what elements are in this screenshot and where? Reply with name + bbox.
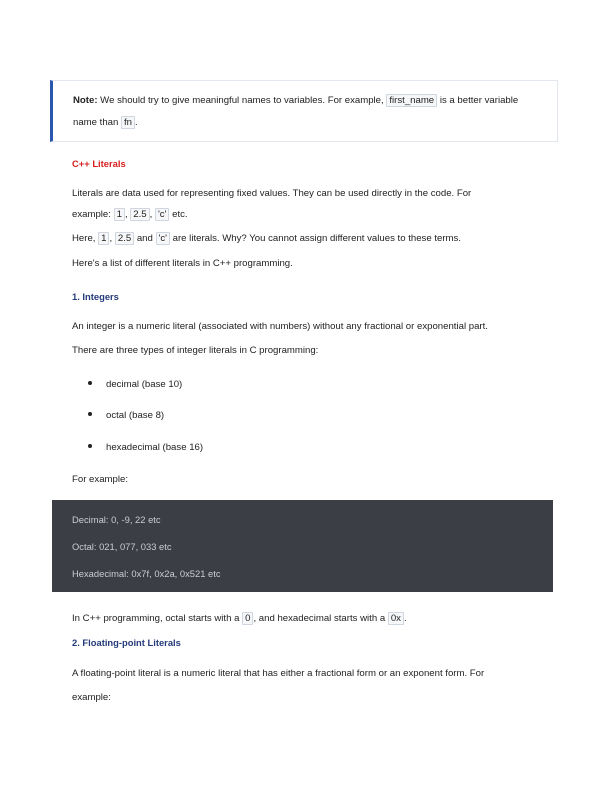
section-heading-integers: 1. Integers <box>72 291 119 302</box>
text: , <box>124 209 131 220</box>
note-text: name than <box>73 117 122 128</box>
bullet-icon <box>88 444 92 448</box>
note-line-1 <box>73 94 518 108</box>
inline-code: 'c' <box>156 232 170 245</box>
text: etc. <box>169 209 188 220</box>
bullet-icon <box>88 412 92 416</box>
note-text: . <box>135 117 138 128</box>
bullet-icon <box>88 381 92 385</box>
note-text: is a better variable <box>437 95 519 106</box>
paragraph: example: <box>72 692 111 703</box>
inline-code: first_name <box>386 94 437 107</box>
inline-code: 0x <box>388 612 404 625</box>
paragraph: There are three types of integer literals in C programming: <box>72 345 319 356</box>
list-item-label: octal (base 8) <box>106 410 165 421</box>
paragraph <box>72 612 407 626</box>
paragraph: For example: <box>72 474 128 485</box>
text: Here, <box>72 233 99 244</box>
text: In C++ programming, octal starts with a <box>72 613 243 624</box>
text: , <box>109 233 115 244</box>
list-item <box>88 441 203 455</box>
paragraph <box>72 208 188 222</box>
list-item-label: hexadecimal (base 16) <box>106 442 204 453</box>
text: , <box>149 209 155 220</box>
code-line: Decimal: 0, -9, 22 etc <box>72 514 161 525</box>
note-line-2 <box>73 116 138 130</box>
paragraph: A floating-point literal is a numeric literal that has either a fractional form or an exponent form. For <box>72 668 485 679</box>
text: example: <box>72 209 114 220</box>
paragraph: Here's a list of different literals in C++ programming. <box>72 258 293 269</box>
text: and <box>134 233 156 244</box>
list-item-label: decimal (base 10) <box>106 379 183 390</box>
inline-code: 2.5 <box>130 208 149 221</box>
list-item <box>88 378 182 392</box>
inline-code: 2.5 <box>115 232 134 245</box>
paragraph: Literals are data used for representing fixed values. They can be used directly in the code. For <box>72 188 472 199</box>
text: , and hexadecimal starts with a <box>253 613 388 624</box>
code-block <box>52 500 553 592</box>
text: are literals. Why? You cannot assign different values to these terms. <box>169 233 461 244</box>
inline-code: 1 <box>114 208 125 221</box>
note-box <box>50 80 558 142</box>
list-item <box>88 409 164 423</box>
paragraph: An integer is a numeric literal (associated with numbers) without any fractional or exponential part. <box>72 321 488 332</box>
text: . <box>403 613 407 624</box>
paragraph <box>72 232 461 246</box>
section-heading-floating: 2. Floating-point Literals <box>72 637 181 648</box>
note-text: We should try to give meaningful names to variables. For example, <box>97 95 387 106</box>
code-line: Octal: 021, 077, 033 etc <box>72 541 172 552</box>
inline-code: fn <box>121 116 135 129</box>
code-line: Hexadecimal: 0x7f, 0x2a, 0x521 etc <box>72 568 221 579</box>
inline-code: 0 <box>242 612 253 625</box>
note-label: Note: <box>73 95 98 106</box>
section-heading-literals: C++ Literals <box>72 158 126 169</box>
inline-code: 1 <box>98 232 109 245</box>
inline-code: 'c' <box>155 208 169 221</box>
